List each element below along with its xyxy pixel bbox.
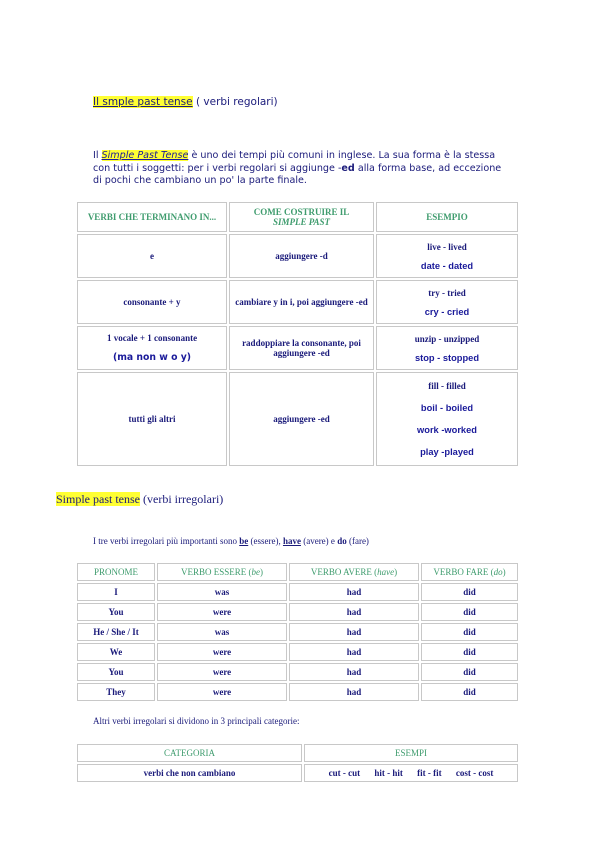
example-item: cost - cost [455, 768, 494, 778]
example-cell [376, 280, 518, 324]
intro-text: (fare) [346, 536, 369, 546]
pronoun-cell: He / She / It [77, 623, 155, 641]
table-row [77, 623, 518, 641]
verb-do: do [337, 536, 347, 546]
table-header-row [77, 202, 518, 232]
example-item: unzip - unzipped [414, 333, 480, 344]
do-cell: did [421, 683, 518, 701]
ending-text: 1 vocale + 1 consonante [106, 333, 198, 343]
intro-text: (avere) e [300, 536, 338, 546]
title-highlight: Il smple past tense [93, 96, 193, 108]
table-row [77, 280, 518, 324]
regular-verbs-table [75, 200, 520, 468]
rule-cell: aggiungere -d [229, 234, 374, 278]
section-title-regular [93, 96, 278, 108]
header-example: ESEMPIO [376, 202, 518, 232]
header-pronoun: PRONOME [77, 563, 155, 581]
pronoun-cell: You [77, 603, 155, 621]
ending-cell: e [77, 234, 227, 278]
be-cell: were [157, 643, 287, 661]
title-rest: (verbi irregolari) [140, 492, 224, 506]
irregular-intro-paragraph [93, 536, 369, 546]
ending-cell [77, 326, 227, 370]
example-item: work -worked [417, 425, 477, 435]
do-cell: did [421, 643, 518, 661]
have-cell: had [289, 603, 419, 621]
intro-text: I tre verbi irregolari più importanti sono [93, 536, 240, 546]
be-cell: were [157, 663, 287, 681]
be-cell: were [157, 683, 287, 701]
title-highlight: Simple past tense [56, 492, 140, 506]
category-cell: verbi che non cambiano [77, 764, 302, 782]
example-item: hit - hit [374, 768, 403, 778]
intro-term: Simple Past Tense [101, 150, 189, 161]
title-rest: ( verbi regolari) [192, 96, 278, 108]
header-have [289, 563, 419, 581]
header-note: do [493, 567, 503, 577]
example-item: fit - fit [417, 768, 442, 778]
have-cell: had [289, 623, 419, 641]
header-note: have [377, 567, 395, 577]
rule-cell: raddoppiare la consonante, poi aggiungere -ed [229, 326, 374, 370]
table-row [77, 603, 518, 621]
table-row [77, 683, 518, 701]
header-rule-line1: COME COSTRUIRE IL [253, 207, 350, 217]
section-title-irregular [56, 492, 223, 507]
example-item: play -played [420, 447, 474, 457]
header-rule [229, 202, 374, 232]
example-item: try - tried [428, 287, 466, 298]
header-label: VERBO FARE ( [433, 567, 494, 577]
ending-cell: consonante + y [77, 280, 227, 324]
table-row [77, 583, 518, 601]
example-item: cry - cried [424, 306, 470, 317]
table-row [77, 372, 518, 466]
pronoun-cell: We [77, 643, 155, 661]
example-item: stop - stopped [414, 352, 480, 363]
header-close: ) [260, 567, 263, 577]
intro-text: (essere), [248, 536, 283, 546]
have-cell: had [289, 683, 419, 701]
do-cell: did [421, 663, 518, 681]
example-item: cut - cut [328, 768, 361, 778]
pronoun-cell: I [77, 583, 155, 601]
header-rule-line2: SIMPLE PAST [272, 217, 331, 227]
do-cell: did [421, 623, 518, 641]
intro-text: è uno dei tempi più comuni in inglese. La sua forma è la stessa con tutti i soggetti: per i verbi regolari si aggiunge - [93, 150, 496, 174]
header-be [157, 563, 287, 581]
example-item: fill - filled [428, 381, 466, 391]
rule-cell: cambiare y in i, poi aggiungere -ed [229, 280, 374, 324]
rule-cell: aggiungere -ed [229, 372, 374, 466]
example-item: date - dated [420, 260, 474, 271]
do-cell: did [421, 583, 518, 601]
example-item: live - lived [427, 241, 467, 252]
example-item: boil - boiled [420, 403, 474, 413]
example-cell [376, 326, 518, 370]
header-category: CATEGORIA [77, 744, 302, 762]
verb-have-link: have [282, 536, 301, 546]
be-cell: were [157, 603, 287, 621]
table-row [77, 326, 518, 370]
header-do [421, 563, 518, 581]
regular-intro-paragraph [93, 150, 503, 188]
have-cell: had [289, 663, 419, 681]
ending-cell: tutti gli altri [77, 372, 227, 466]
examples-cell [304, 764, 518, 782]
be-cell: was [157, 623, 287, 641]
intro-bold: ed [341, 162, 355, 174]
header-label: VERBO AVERE ( [310, 567, 378, 577]
pronoun-cell: You [77, 663, 155, 681]
be-cell: was [157, 583, 287, 601]
header-ending: VERBI CHE TERMINANO IN... [77, 202, 227, 232]
table-row [77, 663, 518, 681]
example-cell [376, 372, 518, 466]
table-row [77, 764, 518, 782]
ending-note: (ma non w o y) [112, 352, 192, 363]
irregular-verbs-table [75, 561, 520, 703]
header-examples: ESEMPI [304, 744, 518, 762]
header-label: VERBO ESSERE ( [180, 567, 252, 577]
have-cell: had [289, 583, 419, 601]
do-cell: did [421, 603, 518, 621]
table-row [77, 234, 518, 278]
other-irregular-intro: Altri verbi irregolari si dividono in 3 principali categorie: [93, 716, 300, 726]
verb-be-link: be [239, 536, 249, 546]
pronoun-cell: They [77, 683, 155, 701]
table-row [77, 643, 518, 661]
intro-text: Il [93, 150, 102, 161]
intro-text: alla forma base, ad eccezione di pochi che cambiano un po' la parte finale. [93, 162, 502, 186]
table-header-row [77, 744, 518, 762]
have-cell: had [289, 643, 419, 661]
irregular-categories-table [75, 742, 520, 784]
header-close: ) [502, 567, 506, 577]
table-header-row [77, 563, 518, 581]
header-close: ) [394, 567, 398, 577]
example-cell [376, 234, 518, 278]
header-note: be [251, 567, 260, 577]
